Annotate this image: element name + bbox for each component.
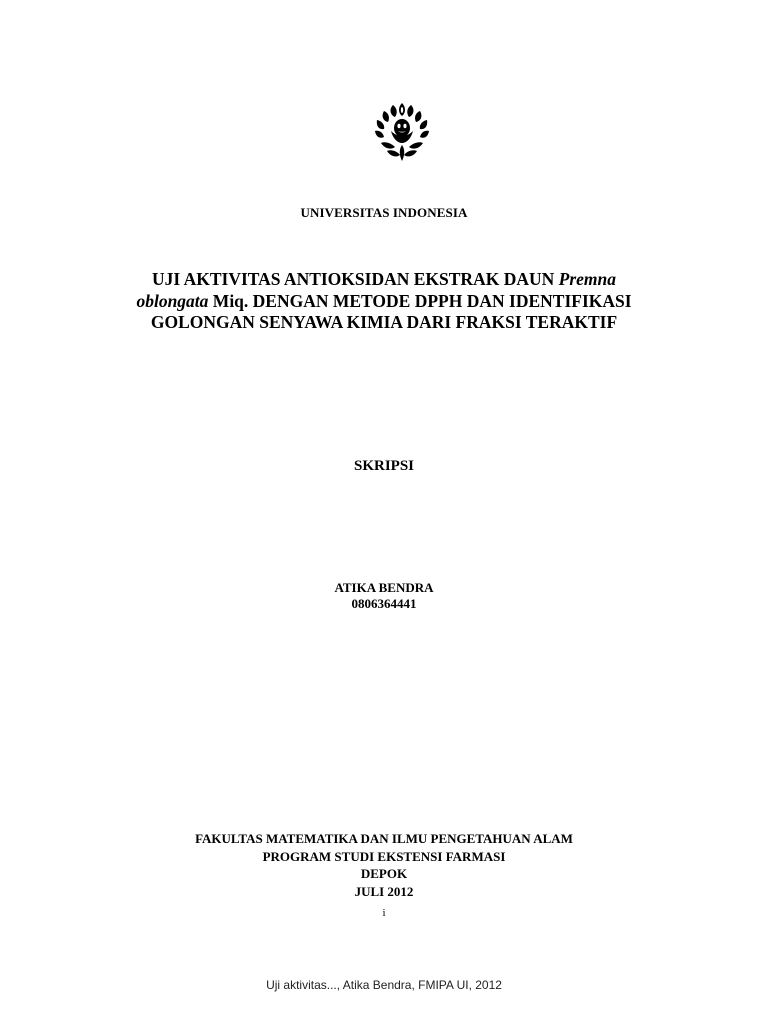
study-program: PROGRAM STUDI EKSTENSI FARMASI [262, 848, 506, 864]
title-line-2 [0, 291, 768, 313]
running-footer: Uji aktivitas..., Atika Bendra, FMIPA UI, 2012 [266, 978, 502, 992]
document-type: SKRIPSI [353, 458, 415, 474]
title-line-1-text: UJI AKTIVITAS ANTIOKSIDAN EKSTRAK DAUN [151, 269, 559, 289]
city: DEPOK [360, 866, 408, 881]
author-name: ATIKA BENDRA [334, 580, 434, 595]
author-block [0, 580, 768, 612]
title-line-1 [0, 269, 768, 291]
student-id: 0806364441 [351, 596, 417, 611]
submission-date: JULI 2012 [354, 883, 414, 899]
thesis-title [0, 269, 768, 334]
title-line-2-text: Miq. DENGAN METODE DPPH DAN IDENTIFIKASI [208, 290, 632, 311]
title-species-genus: Premna [558, 269, 616, 289]
page-number: i [382, 907, 386, 919]
title-line-3: GOLONGAN SENYAWA KIMIA DARI FRAKSI TERAKTIF [150, 312, 618, 332]
faculty-block [0, 830, 768, 900]
title-species-epithet: oblongata [136, 290, 209, 311]
faculty-name: FAKULTAS MATEMATIKA DAN ILMU PENGETAHUAN ALAM [195, 831, 573, 846]
university-name: UNIVERSITAS INDONESIA [300, 205, 468, 220]
makara-ui-emblem-icon [371, 101, 433, 163]
